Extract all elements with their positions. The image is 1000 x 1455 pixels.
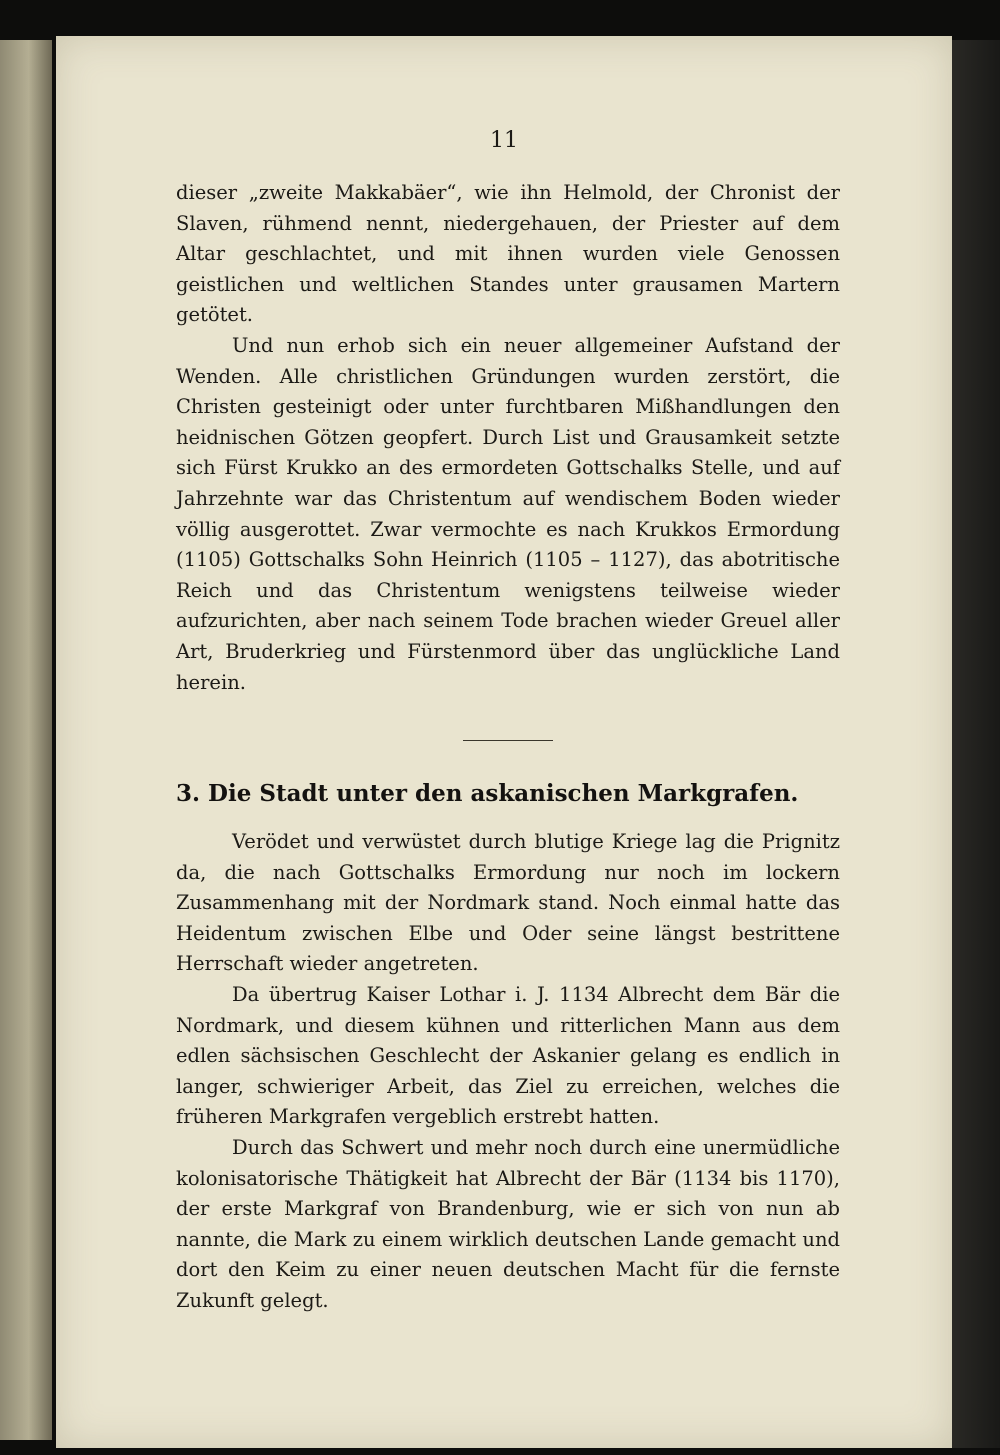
paragraph-2: Und nun erhob sich ein neuer allgemeiner Aufstand der Wenden. Alle christlichen Gründungen wurden zerstört, die Christen gesteinigt oder unter furchtbaren Mißhandlungen den heidnischen Götzen geopfert. Durch List und Grausamkeit setzte sich Fürst Krukko an des ermordeten Gottschalks Stelle, und auf Jahrzehnte war das Christentum auf wendischem Boden wieder völlig ausgerottet. Zwar vermochte es nach Krukkos Ermordung (1105) Gottschalks Sohn Heinrich (1105 – 1127), das abotritische Reich und das Christentum wenigstens teilweise wieder aufzurichten, aber nach seinem Tode brachen wieder Greuel aller Art, Bruderkrieg und Fürstenmord über das unglückliche Land herein. — [176, 333, 840, 694]
paragraph-1: dieser „zweite Makkabäer“, wie ihn Helmold, der Chronist der Slaven, rühmend nennt, niedergehauen, der Priester auf dem Altar geschlachtet, und mit ihnen wurden viele Genossen geistlichen und weltlichen Standes unter grausamen Martern getötet. — [176, 181, 840, 327]
section-heading: 3. Die Stadt unter den askanischen Markgrafen. — [176, 780, 799, 808]
page-sheet — [56, 36, 952, 1448]
paragraph-5: Durch das Schwert und mehr noch durch eine unermüdliche kolonisatorische Thätigkeit hat Albrecht der Bär (1134 bis 1170), der erste Markgraf von Brandenburg, wie er sich von nun ab nannte, die Mark zu einem wirklich deutschen Lande gemacht und dort den Keim zu einer neuen deutschen Macht für die fernste Zukunft gelegt. — [176, 1136, 840, 1312]
facing-page-edge — [0, 40, 52, 1440]
book-cover-edge — [952, 40, 1000, 1448]
page-number: 11 — [490, 128, 518, 153]
paragraph-3: Verödet und verwüstet durch blutige Kriege lag die Prignitz da, die nach Gottschalks Ermordung nur noch im lockern Zusammenhang mit der Nordmark stand. Noch einmal hatte das Heidentum zwischen Elbe und Oder seine längst bestrittene Herrschaft wieder angetreten. — [176, 830, 840, 976]
paragraph-4: Da übertrug Kaiser Lothar i. J. 1134 Albrecht dem Bär die Nordmark, und diesem kühnen und ritterlichen Mann aus dem edlen sächsischen Geschlecht der Askanier gelang es endlich in langer, schwieriger Arbeit, das Ziel zu erreichen, welches die früheren Markgrafen vergeblich erstrebt hatten. — [176, 983, 840, 1129]
page-body — [176, 178, 840, 1317]
section-divider — [463, 740, 553, 741]
